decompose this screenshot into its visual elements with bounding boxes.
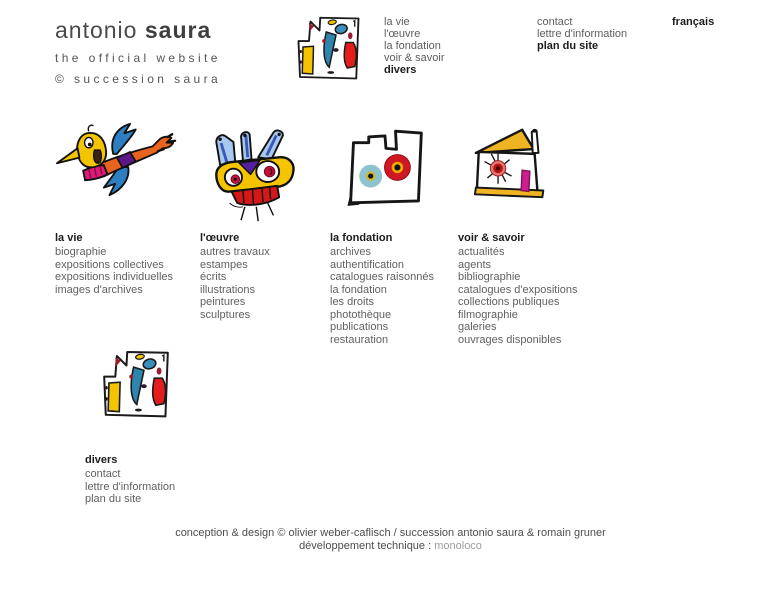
menu-link[interactable]: estampes bbox=[200, 258, 248, 271]
voir-savoir-house-drawing-icon[interactable] bbox=[466, 124, 558, 203]
menu-link[interactable]: autres travaux bbox=[200, 246, 270, 258]
footer-tech-line bbox=[0, 540, 781, 553]
menu-la-vie bbox=[55, 232, 200, 296]
menu-link[interactable]: expositions collectives bbox=[55, 258, 164, 271]
menu-voir-savoir bbox=[458, 232, 618, 346]
divers-abstract-composition-icon[interactable] bbox=[96, 348, 176, 418]
site-title[interactable] bbox=[55, 17, 221, 44]
menu-link[interactable]: biographie bbox=[55, 246, 107, 258]
menu-link[interactable]: collections publiques bbox=[458, 296, 560, 308]
menu-link[interactable]: restauration bbox=[330, 333, 389, 346]
menu-links-voir-savoir bbox=[458, 246, 618, 346]
top-nav-link[interactable]: contact bbox=[537, 16, 573, 28]
menu-link[interactable]: contact bbox=[85, 468, 121, 480]
language-switch-francais[interactable]: français bbox=[672, 16, 715, 28]
menu-title-voir-savoir[interactable]: voir & savoir bbox=[458, 232, 525, 244]
footer-credits: conception & design © olivier weber-caflisch / succession antonio saura & romain gruner bbox=[175, 527, 606, 539]
la-fondation-building-drawing-icon[interactable] bbox=[342, 126, 428, 208]
footer-monoloco-link[interactable]: monoloco bbox=[434, 540, 482, 552]
top-nav-secondary bbox=[537, 16, 627, 52]
menu-link[interactable]: écrits bbox=[200, 271, 227, 283]
top-nav-link[interactable]: voir & savoir bbox=[384, 52, 445, 64]
menu-link[interactable]: catalogues d'expositions bbox=[458, 283, 578, 296]
menu-links-l-oeuvre bbox=[200, 246, 330, 321]
footer-tech-label: développement technique : bbox=[299, 540, 432, 552]
top-nav-primary-links bbox=[384, 16, 445, 64]
menu-link[interactable]: bibliographie bbox=[458, 271, 521, 283]
menu-link[interactable]: archives bbox=[330, 246, 371, 258]
la-vie-bird-drawing-icon[interactable] bbox=[55, 122, 177, 197]
top-nav-primary bbox=[384, 16, 445, 76]
top-nav-secondary-links bbox=[537, 16, 627, 40]
top-nav-link[interactable]: lettre d'information bbox=[537, 28, 628, 40]
footer bbox=[0, 527, 781, 553]
menu-links-la-vie bbox=[55, 246, 200, 296]
site-title-first: antonio bbox=[55, 17, 138, 43]
header-abstract-composition-icon[interactable] bbox=[291, 14, 366, 80]
menu-link[interactable]: ouvrages disponibles bbox=[458, 333, 562, 346]
menu-link[interactable]: photothèque bbox=[330, 308, 392, 321]
menu-link[interactable]: expositions individuelles bbox=[55, 271, 174, 283]
menu-link[interactable]: lettre d'information bbox=[85, 480, 176, 493]
menu-link[interactable]: illustrations bbox=[200, 283, 256, 296]
menu-title-la-vie[interactable]: la vie bbox=[55, 232, 83, 244]
site-copyright: © succession saura bbox=[55, 72, 222, 86]
menu-link[interactable]: galeries bbox=[458, 321, 497, 333]
menu-title-divers[interactable]: divers bbox=[85, 454, 118, 466]
top-nav-link-divers[interactable]: divers bbox=[384, 64, 417, 76]
menu-links-la-fondation bbox=[330, 246, 460, 346]
menu-la-fondation bbox=[330, 232, 460, 346]
top-nav-link[interactable]: la vie bbox=[384, 16, 410, 28]
menu-title-la-fondation[interactable]: la fondation bbox=[330, 232, 393, 244]
menu-link[interactable]: actualités bbox=[458, 246, 505, 258]
menu-link[interactable]: images d'archives bbox=[55, 283, 143, 296]
menu-link[interactable]: agents bbox=[458, 258, 492, 271]
site-tagline: the official website bbox=[55, 51, 221, 65]
site-title-last: saura bbox=[144, 17, 212, 43]
menu-link[interactable]: la fondation bbox=[330, 283, 387, 296]
top-nav-link[interactable]: l'œuvre bbox=[384, 28, 421, 40]
site-logo[interactable] bbox=[55, 17, 221, 86]
menu-link[interactable]: sculptures bbox=[200, 308, 251, 321]
menu-link[interactable]: filmographie bbox=[458, 308, 518, 321]
menu-link[interactable]: catalogues raisonnés bbox=[330, 271, 434, 283]
menu-links-divers bbox=[85, 468, 235, 506]
menu-l-oeuvre bbox=[200, 232, 330, 321]
menu-link[interactable]: plan du site bbox=[85, 493, 142, 505]
menu-divers bbox=[85, 454, 235, 506]
menu-link[interactable]: les droits bbox=[330, 296, 375, 308]
menu-link[interactable]: authentification bbox=[330, 258, 404, 271]
top-nav-link-plan-du-site[interactable]: plan du site bbox=[537, 40, 599, 52]
menu-link[interactable]: publications bbox=[330, 321, 389, 333]
top-nav-link[interactable]: la fondation bbox=[384, 40, 441, 52]
l-oeuvre-face-drawing-icon[interactable] bbox=[206, 123, 298, 223]
menu-title-l-oeuvre[interactable]: l'œuvre bbox=[200, 232, 240, 244]
menu-link[interactable]: peintures bbox=[200, 296, 246, 308]
